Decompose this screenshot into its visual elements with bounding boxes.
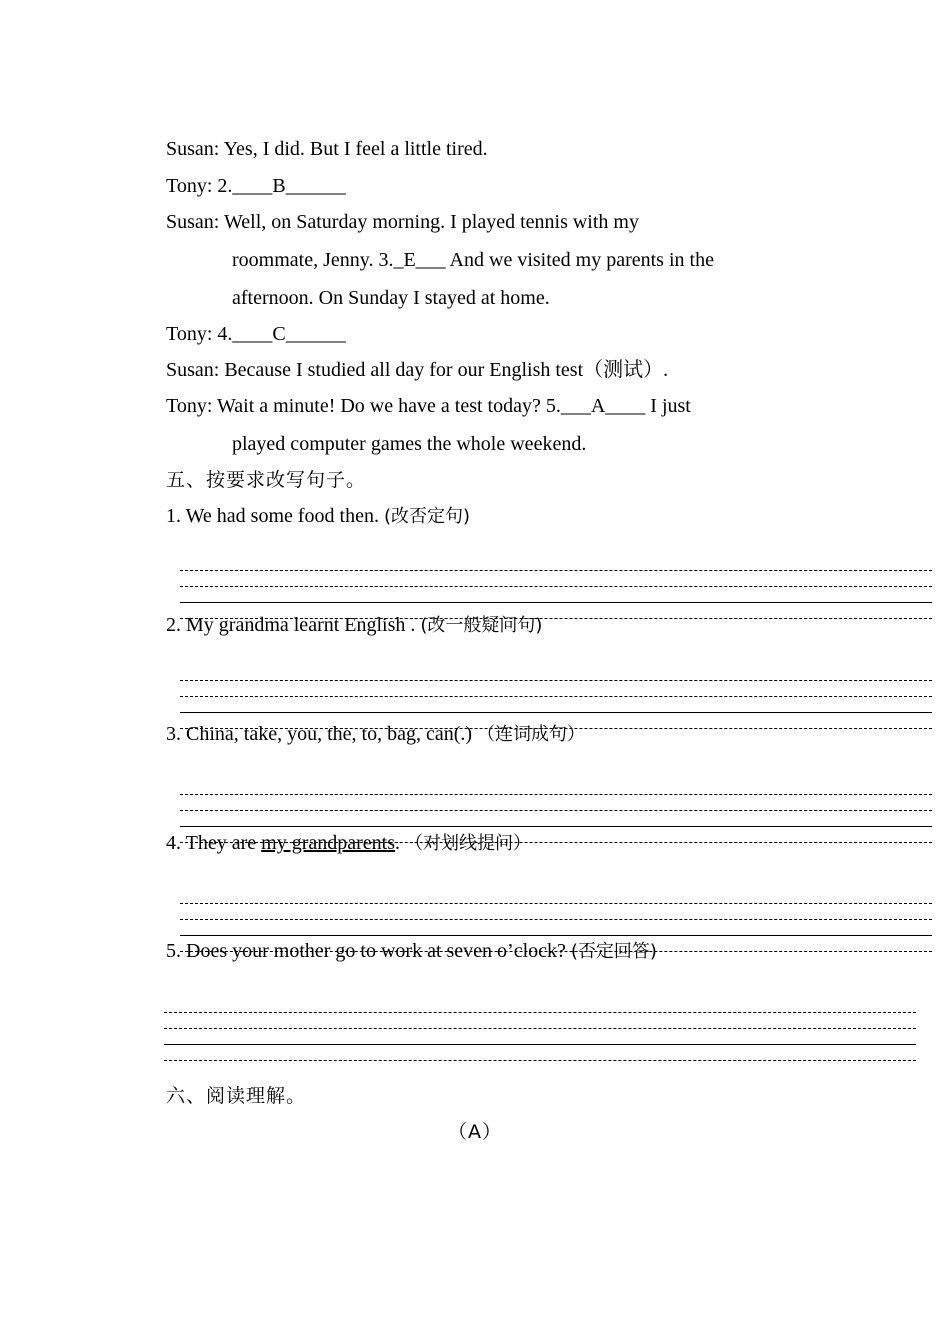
dialogue-line-1: Susan: Yes, I did. But I feel a little tired. (166, 138, 488, 160)
dialogue-line-4: roommate, Jenny. 3._E___ And we visited my parents in the (232, 249, 714, 271)
question-1-hint: (改否定句) (383, 506, 471, 527)
question-3-hint: （连词成句） (477, 724, 586, 745)
question-5 (166, 939, 657, 964)
section-6-title: 六、阅读理解。 (166, 1085, 307, 1107)
dialogue-line-8: Tony: Wait a minute! Do we have a test today? 5.___A____ I just (166, 395, 691, 417)
dialogue-line-9: played computer games the whole weekend. (232, 433, 587, 455)
dialogue-line-2: Tony: 2.____B______ (166, 175, 346, 197)
question-5-text: 5. Does your mother go to work at seven o’clock? (166, 940, 571, 962)
question-1-text: 1. We had some food then. (166, 505, 384, 527)
answer-lines-5[interactable] (164, 1012, 916, 1068)
question-5-hint: (否定回答) (570, 941, 657, 962)
question-4-prefix: 4. They are (166, 832, 262, 854)
question-4-underlined: my grandparents (261, 832, 396, 854)
question-4 (166, 831, 531, 856)
question-4-suffix: . (395, 832, 406, 854)
dialogue-line-7: Susan: Because I studied all day for our English test（测试）. (166, 359, 669, 381)
question-2 (166, 613, 542, 638)
question-2-text: 2. My grandma learnt English . (166, 614, 421, 636)
dialogue-line-6: Tony: 4.____C______ (166, 323, 346, 345)
question-1 (166, 504, 470, 529)
section-5-title: 五、按要求改写句子。 (166, 469, 367, 491)
question-3-text: 3. China, take, you, the, to, bag, can(.) (166, 723, 478, 745)
section-6-part-label: （A） (448, 1121, 502, 1143)
question-4-hint: （对划线提问） (405, 833, 532, 854)
dialogue-line-3: Susan: Well, on Saturday morning. I played tennis with my (166, 211, 639, 233)
question-2-hint: (改一般疑问句) (420, 615, 543, 636)
dialogue-line-5: afternoon. On Sunday I stayed at home. (232, 287, 550, 309)
question-3 (166, 722, 585, 747)
